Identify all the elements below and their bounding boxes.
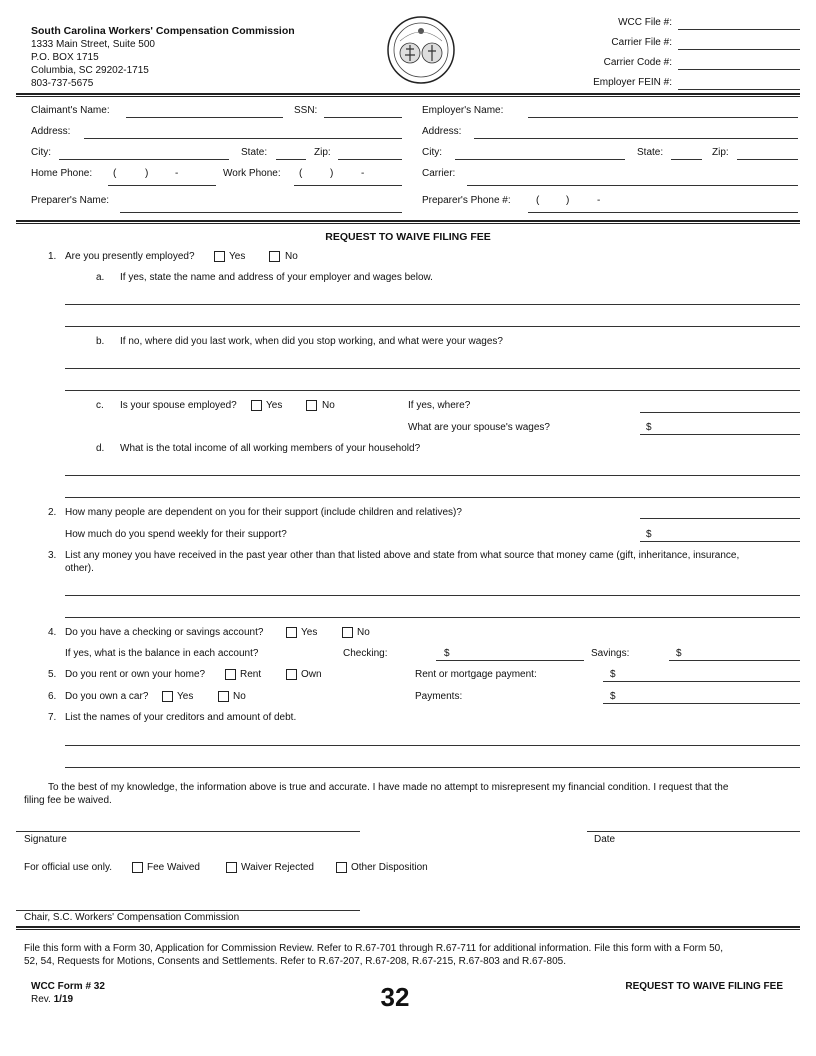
q1c-where-label: If yes, where?: [408, 400, 471, 411]
waiver-rejected-checkbox[interactable]: [226, 862, 237, 873]
q4-savings-field[interactable]: [669, 660, 800, 661]
q3-text-line-2: other).: [65, 563, 94, 574]
q6-yes-label: Yes: [177, 691, 194, 702]
q3-number: 3.: [48, 550, 57, 561]
org-address-line-3: Columbia, SC 29202-1715: [31, 65, 149, 76]
q2-number: 2.: [48, 507, 57, 518]
q1-yes-checkbox[interactable]: [214, 251, 225, 262]
q1c-no-checkbox[interactable]: [306, 400, 317, 411]
q5-rent-checkbox[interactable]: [225, 669, 236, 680]
revision-date: 1/19: [53, 994, 74, 1005]
q4-no-checkbox[interactable]: [342, 627, 353, 638]
home-phone-label: Home Phone:: [31, 168, 93, 179]
revision-label: Rev.: [31, 994, 51, 1005]
work-phone-paren-close: ): [330, 168, 334, 179]
waiver-rejected-label: Waiver Rejected: [241, 862, 314, 873]
footer-note-line-1: File this form with a Form 30, Application for Commission Review. Refer to R.67-701 through R.67-711 for additional information. File this form with a Form 50,: [24, 943, 723, 954]
q2-dollar-sign: $: [646, 529, 652, 540]
q1c-letter: c.: [96, 400, 104, 411]
carrier-file-label: Carrier File #:: [611, 37, 672, 48]
q3-answer-line-2[interactable]: [65, 617, 800, 618]
q6-text: Do you own a car?: [65, 691, 149, 702]
q4-yes-checkbox[interactable]: [286, 627, 297, 638]
header-divider: [16, 93, 800, 97]
attestation-line-1: To the best of my knowledge, the information above is true and accurate. I have made no attempt to misrepresent my financial condition. I request that the: [48, 782, 729, 793]
q1-text: Are you presently employed?: [65, 251, 195, 262]
q1b-answer-line-2[interactable]: [65, 390, 800, 391]
q3-text-line-1: List any money you have received in the past year other than that listed above and state from what source that money came (gift, inheritance, insurance,: [65, 550, 740, 561]
q1c-no-label: No: [322, 400, 335, 411]
preparer-phone-paren-close: ): [566, 195, 570, 206]
q6-yes-checkbox[interactable]: [162, 691, 173, 702]
q5-payment-label: Rent or mortgage payment:: [415, 669, 537, 680]
state-seal-icon: [386, 15, 456, 85]
home-phone-dash: -: [175, 168, 179, 179]
other-disposition-label: Other Disposition: [351, 862, 428, 873]
employer-zip-label: Zip:: [712, 147, 729, 158]
other-disposition-checkbox[interactable]: [336, 862, 347, 873]
q2-weekly-label: How much do you spend weekly for their support?: [65, 529, 287, 540]
carrier-field[interactable]: [467, 185, 798, 186]
work-phone-field[interactable]: [294, 185, 402, 186]
q1b-answer-line-1[interactable]: [65, 368, 800, 369]
q5-own-label: Own: [301, 669, 322, 680]
org-phone: 803-737-5675: [31, 78, 94, 89]
q1a-answer-line-2[interactable]: [65, 326, 800, 327]
signature-label: Signature: [24, 834, 67, 845]
preparer-phone-paren-open: (: [536, 195, 540, 206]
q5-dollar-sign: $: [610, 669, 616, 680]
q2-text: How many people are dependent on you for their support (include children and relatives)?: [65, 507, 462, 518]
wcc-file-field[interactable]: [678, 29, 800, 30]
q4-yes-label: Yes: [301, 627, 318, 638]
org-name: South Carolina Workers' Compensation Commission: [31, 25, 295, 37]
q1a-letter: a.: [96, 272, 105, 283]
claimant-city-field[interactable]: [59, 159, 229, 160]
form-big-number: 32: [380, 982, 410, 1012]
q7-number: 7.: [48, 712, 57, 723]
carrier-code-label: Carrier Code #:: [603, 57, 672, 68]
attestation-line-2: filing fee be waived.: [24, 795, 112, 806]
q6-payments-label: Payments:: [415, 691, 463, 702]
fee-waived-label: Fee Waived: [147, 862, 200, 873]
preparer-name-field[interactable]: [120, 212, 402, 213]
parties-divider: [16, 220, 800, 224]
home-phone-field[interactable]: [108, 185, 216, 186]
q6-number: 6.: [48, 691, 57, 702]
employer-city-label: City:: [422, 147, 442, 158]
q1d-answer-line-2[interactable]: [65, 497, 800, 498]
q1-no-checkbox[interactable]: [269, 251, 280, 262]
q1b-letter: b.: [96, 336, 105, 347]
employer-address-label: Address:: [422, 126, 462, 137]
q7-answer-line-1[interactable]: [65, 745, 800, 746]
q5-rent-label: Rent: [240, 669, 262, 680]
claimant-city-label: City:: [31, 147, 51, 158]
q6-no-label: No: [233, 691, 246, 702]
q1c-text: Is your spouse employed?: [120, 400, 237, 411]
official-use-label: For official use only.: [24, 862, 113, 873]
fee-waived-checkbox[interactable]: [132, 862, 143, 873]
claimant-address-label: Address:: [31, 126, 71, 137]
employer-zip-field[interactable]: [737, 159, 798, 160]
employer-fein-label: Employer FEIN #:: [593, 77, 672, 88]
ssn-field[interactable]: [324, 117, 402, 118]
q5-payment-field[interactable]: [603, 681, 800, 682]
form-number: WCC Form # 32: [31, 981, 105, 992]
q6-no-checkbox[interactable]: [218, 691, 229, 702]
signature-field[interactable]: [16, 831, 360, 832]
work-phone-label: Work Phone:: [223, 168, 281, 179]
q6-payments-field[interactable]: [603, 703, 800, 704]
q1-no-label: No: [285, 251, 298, 262]
claimant-address-field[interactable]: [84, 138, 402, 139]
q1c-where-field[interactable]: [640, 412, 800, 413]
ssn-label: SSN:: [294, 105, 318, 116]
form-title: REQUEST TO WAIVE FILING FEE: [325, 231, 491, 243]
claimant-name-label: Claimant's Name:: [31, 105, 110, 116]
work-phone-dash: -: [361, 168, 365, 179]
q4-text: Do you have a checking or savings account?: [65, 627, 264, 638]
q4-number: 4.: [48, 627, 57, 638]
q4-checking-field[interactable]: [436, 660, 584, 661]
claimant-zip-field[interactable]: [338, 159, 402, 160]
q1c-wages-label: What are your spouse's wages?: [408, 422, 550, 433]
claimant-zip-label: Zip:: [314, 147, 331, 158]
q1a-answer-line-1[interactable]: [65, 304, 800, 305]
date-field[interactable]: [587, 831, 800, 832]
employer-city-field[interactable]: [455, 159, 625, 160]
q1c-yes-checkbox[interactable]: [251, 400, 262, 411]
carrier-file-field[interactable]: [678, 49, 800, 50]
q5-number: 5.: [48, 669, 57, 680]
claimant-state-label: State:: [241, 147, 268, 158]
preparer-phone-label: Preparer's Phone #:: [422, 195, 511, 206]
q5-text: Do you rent or own your home?: [65, 669, 206, 680]
q1-yes-label: Yes: [229, 251, 246, 262]
q4-checking-label: Checking:: [343, 648, 388, 659]
employer-name-field[interactable]: [528, 117, 798, 118]
footer-note-line-2: 52, 54, Requests for Motions, Consents and Settlements. Refer to R.67-207, R.67-208, R.67-215, R.67-803 and R.67-805.: [24, 956, 566, 967]
org-address-line-1: 1333 Main Street, Suite 500: [31, 39, 155, 50]
q1d-letter: d.: [96, 443, 105, 454]
chair-signature-field[interactable]: [16, 910, 360, 911]
q4-savings-dollar: $: [676, 648, 682, 659]
q2-weekly-field[interactable]: [640, 541, 800, 542]
work-phone-paren-open: (: [299, 168, 303, 179]
org-address-line-2: P.O. BOX 1715: [31, 52, 99, 63]
q4-no-label: No: [357, 627, 370, 638]
carrier-label: Carrier:: [422, 168, 456, 179]
employer-address-field[interactable]: [474, 138, 798, 139]
q4-balance-label: If yes, what is the balance in each account?: [65, 648, 259, 659]
q1a-text: If yes, state the name and address of your employer and wages below.: [120, 272, 433, 283]
employer-fein-field[interactable]: [678, 89, 800, 90]
q6-dollar-sign: $: [610, 691, 616, 702]
q1c-dollar-sign: $: [646, 422, 652, 433]
q4-checking-dollar: $: [444, 648, 450, 659]
employer-state-field[interactable]: [671, 159, 702, 160]
q5-own-checkbox[interactable]: [286, 669, 297, 680]
q4-savings-label: Savings:: [591, 648, 630, 659]
q2-dependents-field[interactable]: [640, 518, 800, 519]
wcc-file-label: WCC File #:: [618, 17, 672, 28]
q1d-text: What is the total income of all working members of your household?: [120, 443, 421, 454]
q1-number: 1.: [48, 251, 57, 262]
footer-divider: [16, 926, 800, 930]
date-label: Date: [594, 834, 616, 845]
claimant-state-field[interactable]: [276, 159, 306, 160]
q1d-answer-line-1[interactable]: [65, 475, 800, 476]
q7-text: List the names of your creditors and amount of debt.: [65, 712, 297, 723]
preparer-phone-dash: -: [597, 195, 601, 206]
preparer-name-label: Preparer's Name:: [31, 195, 110, 206]
home-phone-paren-close: ): [145, 168, 149, 179]
employer-name-label: Employer's Name:: [422, 105, 504, 116]
carrier-code-field[interactable]: [678, 69, 800, 70]
employer-state-label: State:: [637, 147, 664, 158]
q1b-text: If no, where did you last work, when did you stop working, and what were your wages?: [120, 336, 503, 347]
q1c-yes-label: Yes: [266, 400, 283, 411]
footer-title: REQUEST TO WAIVE FILING FEE: [625, 981, 783, 992]
home-phone-paren-open: (: [113, 168, 117, 179]
chair-label: Chair, S.C. Workers' Compensation Commission: [24, 912, 240, 923]
preparer-phone-field[interactable]: [528, 212, 798, 213]
q7-answer-line-2[interactable]: [65, 767, 800, 768]
q3-answer-line-1[interactable]: [65, 595, 800, 596]
q1c-wages-field[interactable]: [640, 434, 800, 435]
claimant-name-field[interactable]: [126, 117, 283, 118]
